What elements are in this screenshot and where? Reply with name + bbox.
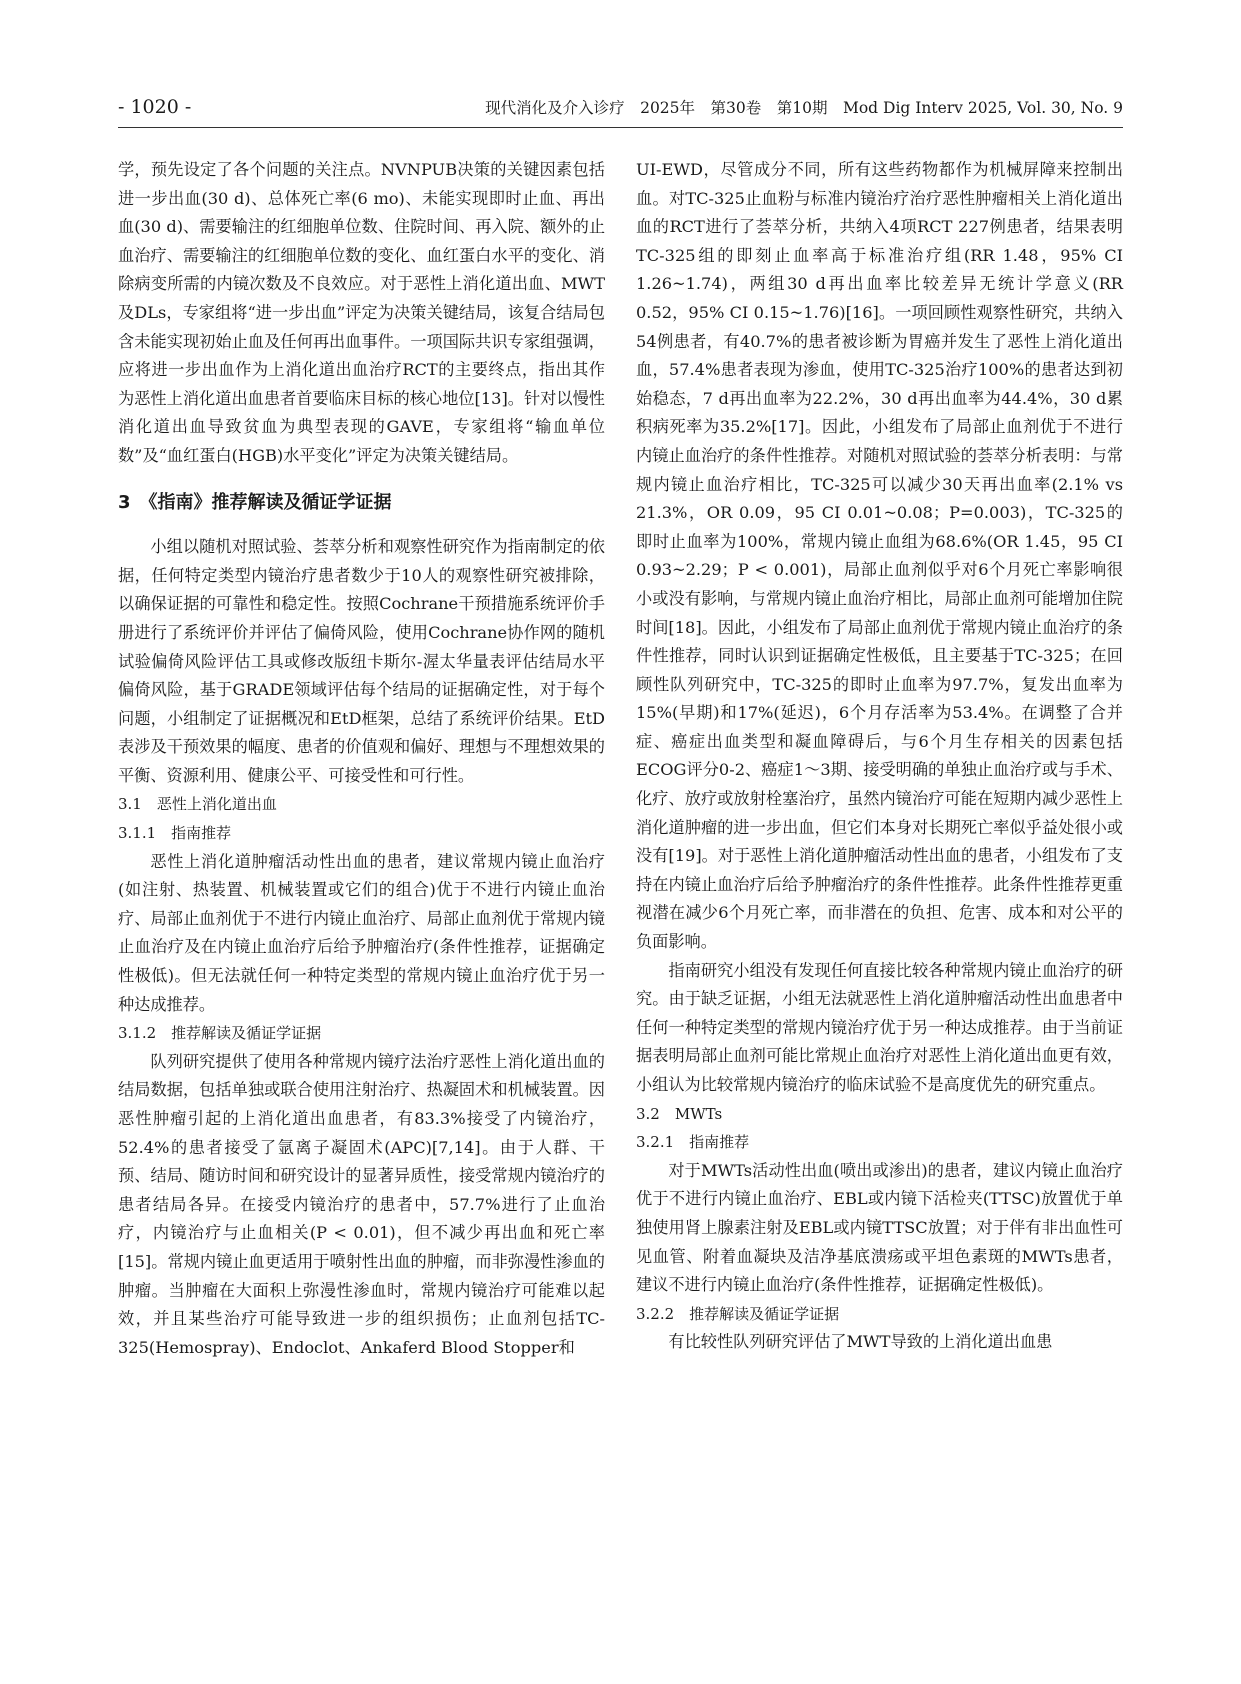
subsection-heading: 3.2 MWTs bbox=[636, 1104, 723, 1123]
body-paragraph: 队列研究提供了使用各种常规内镜疗法治疗恶性上消化道出血的结局数据，包括单独或联合使用注射治疗、热凝固术和机械装置。因恶性肿瘤引起的上消化道出血患者，有83.3%接受了内镜治疗，52.4%的患者接受了氩离子凝固术(APC)[7,14]。由于人群、干预、结局、随访时间和研究设计的显著异质性，接受常规内镜治疗的患者结局各异。在接受内镜治疗的患者中，57.7%进行了止血治疗，内镜治疗与止血相关(P < 0.01)，但不减少再出血和死亡率[15]。常规内镜止血更适用于喷射性出血的肿瘤，而非弥漫性渗血的肿瘤。当肿瘤在大面积上弥漫性渗血时，常规内镜治疗可能难以起效，并且某些治疗可能导致进一步的组织损伤；止血剂包括TC-325(Hemospray)、Endoclot、Ankaferd Blood Stopper和 bbox=[118, 1051, 605, 1357]
running-header bbox=[118, 96, 1123, 122]
body-paragraph: 有比较性队列研究评估了MWT导致的上消化道出血患 bbox=[668, 1332, 1053, 1352]
body-paragraph: 对于MWTs活动性出血(喷出或渗出)的患者，建议内镜止血治疗优于不进行内镜止血治疗、EBL或内镜下活检夹(TTSC)放置优于单独使用肾上腺素注射及EBL或内镜TTSC放置；对于伴有非出血性可见血管、附着血凝块及洁净基底溃疡或平坦色素斑的MWTs患者，建议不进行内镜止血治疗(条件性推荐，证据确定性极低)。 bbox=[636, 1160, 1123, 1295]
subsection-heading: 3.1.1 指南推荐 bbox=[118, 824, 232, 843]
subsection-heading: 3.2.2 推荐解读及循证学证据 bbox=[636, 1304, 840, 1323]
body-paragraph: 学，预先设定了各个问题的关注点。NVNPUB决策的关键因素包括进一步出血(30 d)、总体死亡率(6 mo)、未能实现即时止血、再出血(30 d)、需要输注的红细胞单位数、住院时间、再入院、额外的止血治疗、需要输注的红细胞单位数的变化、血红蛋白水平的变化、消除病变所需的内镜次数及不良效应。对于恶性上消化道出血、MWT及DLs，专家组将“进一步出血”评定为决策关键结局，该复合结局包含未能实现初始止血及任何再出血事件。一项国际共识专家组强调，应将进一步出血作为上消化道出血治疗RCT的主要终点，指出其作为恶性上消化道出血患者首要临床目标的核心地位[13]。针对以慢性消化道出血导致贫血为典型表现的GAVE，专家组将“输血单位数”及“血红蛋白(HGB)水平变化”评定为决策关键结局。 bbox=[118, 160, 605, 465]
body-paragraph: 指南研究小组没有发现任何直接比较各种常规内镜止血治疗的研究。由于缺乏证据，小组无法就恶性上消化道肿瘤活动性出血患者中任何一种特定类型的常规内镜治疗优于另一种达成推荐。由于当前证据表明局部止血剂可能比常规止血治疗对恶性上消化道出血更有效，小组认为比较常规内镜治疗的临床试验不是高度优先的研究重点。 bbox=[636, 960, 1123, 1094]
page-number: - 1020 - bbox=[118, 96, 192, 118]
left-column bbox=[118, 156, 605, 1362]
body-paragraph: 恶性上消化道肿瘤活动性出血的患者，建议常规内镜止血治疗(如注射、热装置、机械装置或它们的组合)优于不进行内镜止血治疗、局部止血剂优于不进行内镜止血治疗、局部止血剂优于常规内镜止血治疗及在内镜止血治疗后给予肿瘤治疗(条件性推荐，证据确定性极低)。但无法就任何一种特定类型的常规内镜止血治疗优于另一种达成推荐。 bbox=[118, 851, 605, 1014]
journal-info: 现代消化及介入诊疗 2025年 第30卷 第10期 Mod Dig Interv 2025, Vol. 30, No. 9 bbox=[485, 99, 1123, 117]
right-column bbox=[636, 156, 1123, 1357]
subsection-heading: 3.2.1 指南推荐 bbox=[636, 1133, 750, 1152]
section-heading: 3 《指南》推荐解读及循证学证据 bbox=[118, 491, 392, 513]
header-rule bbox=[118, 127, 1123, 128]
subsection-heading: 3.1 恶性上消化道出血 bbox=[118, 795, 277, 814]
body-paragraph: UI-EWD，尽管成分不同，所有这些药物都作为机械屏障来控制出血。对TC-325止血粉与标准内镜治疗治疗恶性肿瘤相关上消化道出血的RCT进行了荟萃分析，共纳入4项RCT 227例患者，结果表明TC-325组的即刻止血率高于标准治疗组(RR 1.48，95% CI 1.26~1.74)，两组30 d再出血率比较差异无统计学意义(RR 0.52，95% CI 0.15~1.76)[16]。一项回顾性观察性研究，共纳入54例患者，有40.7%的患者被诊断为胃癌并发生了恶性上消化道出血，57.4%患者表现为渗血，使用TC-325治疗100%的患者达到初始稳态，7 d再出血率为22.2%，30 d再出血率为44.4%，30 d累积病死率为35.2%[17]。因此，小组发布了局部止血剂优于不进行内镜止血治疗的条件性推荐。对随机对照试验的荟萃分析表明：与常规内镜止血治疗相比，TC-325可以减少30天再出血率(2.1% vs 21.3%，OR 0.09，95 CI 0.01~0.08；P=0.003)，TC-325的即时止血率为100%，常规内镜止血组为68.6%(OR 1.45，95 CI 0.93~2.29；P < 0.001)，局部止血剂似乎对6个月死亡率影响很小或没有影响，与常规内镜止血治疗相比，局部止血剂可能增加住院时间[18]。因此，小组发布了局部止血剂优于常规内镜止血治疗的条件性推荐，同时认识到证据确定性极低，且主要基于TC-325；在回顾性队列研究中，TC-325的即时止血率为97.7%，复发出血率为15%(早期)和17%(延迟)，6个月存活率为53.4%。在调整了合并症、癌症出血类型和凝血障碍后，与6个月生存相关的因素包括ECOG评分0-2、癌症1～3期、接受明确的单独止血治疗或与手术、化疗、放疗或放射栓塞治疗，虽然内镜治疗可能在短期内减少恶性上消化道肿瘤的进一步出血，但它们本身对长期死亡率似乎益处很小或没有[19]。对于恶性上消化道肿瘤活动性出血的患者，小组发布了支持在内镜止血治疗后给予肿瘤治疗的条件性推荐。此条件性推荐更重视潜在减少6个月死亡率，而非潜在的负担、危害、成本和对公平的负面影响。 bbox=[636, 160, 1123, 952]
subsection-heading: 3.1.2 推荐解读及循证学证据 bbox=[118, 1024, 322, 1043]
body-paragraph: 小组以随机对照试验、荟萃分析和观察性研究作为指南制定的依据，任何特定类型内镜治疗患者数少于10人的观察性研究被排除，以确保证据的可靠性和稳定性。按照Cochrane干预措施系统评价手册进行了系统评价并评估了偏倚风险，使用Cochrane协作网的随机试验偏倚风险评估工具或修改版纽卡斯尔-渥太华量表评估结局水平偏倚风险，基于GRADE领域评估每个结局的证据确定性，对于每个问题，小组制定了证据概况和EtD框架，总结了系统评价结果。EtD表涉及干预效果的幅度、患者的价值观和偏好、理想与不理想效果的平衡、资源利用、健康公平、可接受性和可行性。 bbox=[118, 537, 605, 785]
